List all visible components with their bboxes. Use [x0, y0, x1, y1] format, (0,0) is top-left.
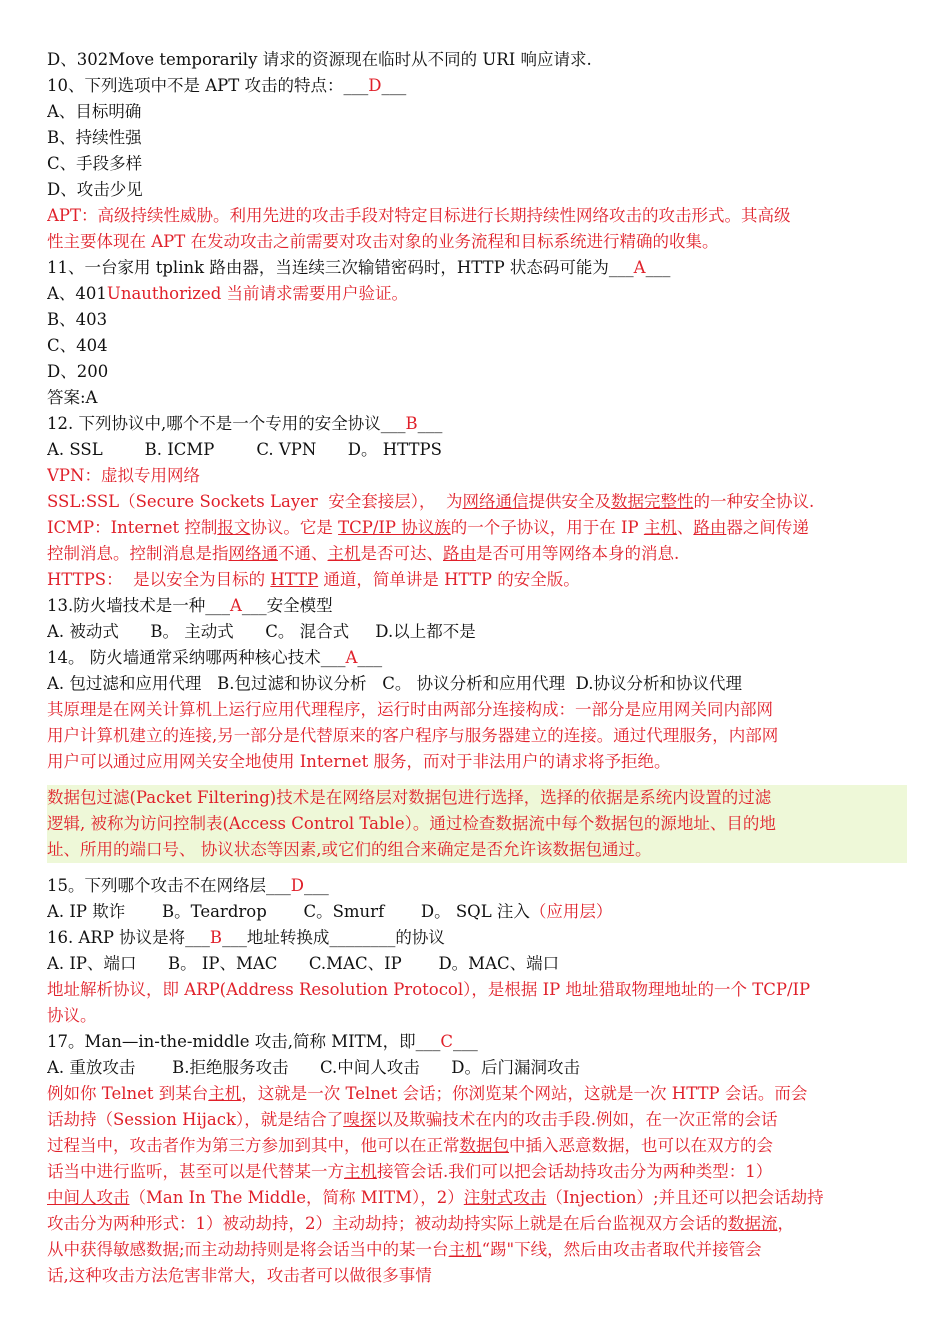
text-line — [47, 1133, 907, 1159]
text-line — [47, 951, 907, 977]
question-text: ___ — [645, 258, 671, 277]
text-line — [47, 619, 907, 645]
question-text: 12. 下列协议中,哪个不是一个专用的安全协议___ — [47, 414, 406, 433]
underlined-term: 路由 — [443, 544, 476, 563]
text-line — [47, 73, 907, 99]
underlined-term: 路由 — [693, 518, 727, 537]
annotation-text: Unauthorized 当前请求需要用户验证。 — [106, 284, 409, 303]
annotation-text: 通道，简单讲是 HTTP 的安全版。 — [318, 570, 580, 589]
annotation-text: 用户计算机建立的连接,另一部分是代替原来的客户程序与服务器建立的连接。通过代理服务，内部网 — [47, 726, 779, 745]
annotation-text: A — [633, 258, 646, 277]
underlined-term: 数据完整性 — [611, 492, 694, 511]
annotation-text: “踢"下线，然后由攻击者取代并接管会 — [481, 1240, 762, 1259]
annotation-text: 性主要体现在 APT 在发动攻击之前需要对攻击对象的业务流程和目标系统进行精确的收集。 — [47, 232, 719, 251]
annotation-text: ICMP：Internet 控制 — [47, 518, 218, 537]
underlined-term: 网络通信 — [462, 492, 529, 511]
annotation-text: 地址解析协议，即 ARP(Address Resolution Protocol），是根据 IP 地址猎取物理地址的一个 TCP/IP — [47, 980, 811, 999]
annotation-text: 接管会话.我们可以把会话劫持攻击分为两种类型：1） — [377, 1162, 773, 1181]
annotation-text: 是否可用等网络本身的消息. — [476, 544, 680, 563]
text-line — [47, 1159, 907, 1185]
underlined-term: 数据流 — [728, 1214, 778, 1233]
annotation-text: ，这就是一次 Telnet 会话；你浏览某个网站，这就是一次 HTTP 会话。而会 — [241, 1084, 808, 1103]
question-text: ___ — [452, 1032, 478, 1051]
question-text: D、攻击少见 — [47, 180, 143, 199]
annotation-text: ， — [777, 1214, 794, 1233]
annotation-text: HTTPS： 是以安全为目标的 — [47, 570, 271, 589]
text-line — [47, 515, 907, 541]
underlined-term: 主机 — [344, 1162, 377, 1181]
text-line — [47, 307, 907, 333]
question-text: ___ — [303, 876, 329, 895]
text-line — [47, 203, 907, 229]
annotation-text: D — [368, 76, 382, 95]
text-line — [47, 229, 907, 255]
underlined-term: 主机 — [208, 1084, 242, 1103]
question-text: 16. ARP 协议是将___ — [47, 928, 210, 947]
text-line — [47, 281, 907, 307]
text-line — [47, 925, 907, 951]
question-text: ___地址转换成________的协议 — [222, 928, 445, 947]
annotation-text: 不通、 — [278, 544, 328, 563]
question-text: B、403 — [47, 310, 108, 329]
annotation-text: 的一个子协议，用于在 IP — [450, 518, 644, 537]
annotation-text: 协议。它是 — [250, 518, 339, 537]
annotation-text: （应用层） — [529, 902, 613, 921]
annotation-text: 以及欺骗技术在内的攻击手段.例如，在一次正常的会话 — [376, 1110, 778, 1129]
underlined-term: HTTP — [270, 570, 319, 589]
annotation-text: 话劫持（Session Hijack），就是结合了 — [47, 1110, 344, 1129]
question-text: D、200 — [47, 362, 109, 381]
text-line — [47, 1003, 907, 1029]
text-line — [47, 151, 907, 177]
annotation-text: D — [290, 876, 304, 895]
annotation-text: 话,这种攻击方法危害非常大，攻击者可以做很多事情 — [47, 1266, 432, 1285]
underlined-term: 报文 — [217, 518, 251, 537]
question-text: 11、一台家用 tplink 路由器，当连续三次输错密码时，HTTP 状态码可能为___ — [47, 258, 634, 277]
text-line — [47, 1263, 907, 1289]
annotation-text: 是否可达、 — [360, 544, 443, 563]
text-line — [47, 385, 907, 411]
annotation-text: 器之间传递 — [726, 518, 809, 537]
question-text: A. IP 欺诈 B。Teardrop C。Smurf D。 SQL 注入 — [47, 902, 530, 921]
text-line — [47, 99, 907, 125]
annotation-text: （Man In The Middle，简称 MITM），2） — [129, 1188, 464, 1207]
question-text: 17。Man—in-the-middle 攻击,简称 MITM，即___ — [47, 1032, 441, 1051]
text-line — [47, 697, 907, 723]
annotation-text: 、 — [676, 518, 694, 537]
annotation-text: A — [345, 648, 358, 667]
question-text: B、持续性强 — [47, 128, 142, 147]
document-page — [47, 47, 907, 1289]
annotation-text: B — [209, 928, 223, 947]
underlined-term: 网络通 — [228, 544, 278, 563]
text-line — [47, 411, 907, 437]
question-text: C、404 — [47, 336, 108, 355]
annotation-text: 数据包过滤(Packet Filtering)技术是在网络层对数据包进行选择，选择的依据是系统内设置的过滤 — [47, 788, 772, 807]
question-text: 答案:A — [47, 388, 98, 407]
underlined-term: 数据包 — [459, 1136, 509, 1155]
underlined-term: 主机 — [327, 544, 361, 563]
underlined-term: 中间人攻击 — [47, 1188, 130, 1207]
text-line — [47, 1237, 907, 1263]
paragraph-gap — [47, 775, 907, 785]
text-line — [47, 567, 907, 593]
text-line — [47, 177, 907, 203]
annotation-text: C — [440, 1032, 453, 1051]
text-line — [47, 645, 907, 671]
highlighted-text-line — [47, 837, 907, 863]
question-text: A. 被动式 B。 主动式 C。 混合式 D.以上都不是 — [47, 622, 476, 641]
question-text: ___ — [417, 414, 443, 433]
annotation-text: 其原理是在网关计算机上运行应用代理程序，运行时由两部分连接构成：一部分是应用网关同内部网 — [47, 700, 773, 719]
annotation-text: 中插入恶意数据，也可以在双方的会 — [509, 1136, 773, 1155]
annotation-text: VPN：虚拟专用网络 — [47, 466, 200, 485]
annotation-text: 控制消息。控制消息是指 — [47, 544, 229, 563]
text-line — [47, 463, 907, 489]
annotation-text: SSL:SSL（Secure Sockets Layer 安全套接层）， 为 — [47, 492, 463, 511]
text-line — [47, 255, 907, 281]
text-line — [47, 333, 907, 359]
text-line — [47, 1211, 907, 1237]
underlined-term: TCP/IP 协议族 — [338, 518, 451, 537]
annotation-text: 逻辑, 被称为访问控制表(Access Control Table）。通过检查数据流中每个数据包的源地址、目的地 — [47, 814, 776, 833]
text-line — [47, 47, 907, 73]
text-line — [47, 671, 907, 697]
paragraph-gap — [47, 863, 907, 873]
question-text: ___ — [357, 648, 383, 667]
question-text: A. IP、端口 B。 IP、MAC C.MAC、IP D。MAC、端口 — [47, 954, 560, 973]
question-text: A、401 — [47, 284, 107, 303]
underlined-term: 主机 — [448, 1240, 482, 1259]
text-line — [47, 593, 907, 619]
annotation-text: 提供安全及 — [528, 492, 612, 511]
annotation-text: 的一种安全协议. — [693, 492, 815, 511]
text-line — [47, 125, 907, 151]
annotation-text: A — [230, 596, 242, 615]
annotation-text: （Injection）;并且还可以把会话劫持 — [546, 1188, 824, 1207]
text-line — [47, 1029, 907, 1055]
question-text: ___安全模型 — [241, 596, 333, 615]
text-line — [47, 749, 907, 775]
question-text: 10、下列选项中不是 APT 攻击的特点：___ — [47, 76, 369, 95]
text-line — [47, 977, 907, 1003]
text-line — [47, 899, 907, 925]
annotation-text: 协议。 — [47, 1006, 97, 1025]
question-text: A. SSL B. ICMP C. VPN D。 HTTPS — [47, 440, 442, 459]
question-text: 15。下列哪个攻击不在网络层___ — [47, 876, 291, 895]
text-line — [47, 723, 907, 749]
annotation-text: 址、所用的端口号、 协议状态等因素,或它们的组合来确定是否允许该数据包通过。 — [47, 840, 652, 859]
annotation-text: APT：高级持续性威胁。利用先进的攻击手段对特定目标进行长期持续性网络攻击的攻击形式。其高级 — [47, 206, 791, 225]
question-text: D、302Move temporarily 请求的资源现在临时从不同的 URI 响应请求. — [47, 50, 592, 69]
highlighted-text-line — [47, 811, 907, 837]
text-line — [47, 437, 907, 463]
question-text: ___ — [381, 76, 407, 95]
annotation-text: 例如你 Telnet 到某台 — [47, 1084, 209, 1103]
question-text: A. 包过滤和应用代理 B.包过滤和协议分析 C。 协议分析和应用代理 D.协议分析和协议代理 — [47, 674, 742, 693]
question-text: A、目标明确 — [47, 102, 142, 121]
underlined-term: 嗅探 — [343, 1110, 377, 1129]
annotation-text: 攻击分为两种形式：1）被动劫持，2）主动劫持；被动劫持实际上就是在后台监视双方会话的 — [47, 1214, 728, 1233]
question-text: C、手段多样 — [47, 154, 143, 173]
text-line — [47, 489, 907, 515]
highlighted-text-line — [47, 785, 907, 811]
underlined-term: 主机 — [643, 518, 677, 537]
annotation-text: B — [405, 414, 418, 433]
annotation-text: 话当中进行监听，甚至可以是代替某一方 — [47, 1162, 344, 1181]
question-text: A. 重放攻击 B.拒绝服务攻击 C.中间人攻击 D。后门漏洞攻击 — [47, 1058, 580, 1077]
text-line — [47, 873, 907, 899]
question-text: 13.防火墙技术是一种___ — [47, 596, 230, 615]
text-line — [47, 359, 907, 385]
annotation-text: 用户可以通过应用网关安全地使用 Internet 服务，而对于非法用户的请求将予拒绝。 — [47, 752, 671, 771]
text-line — [47, 1107, 907, 1133]
underlined-term: 注射式攻击 — [463, 1188, 547, 1207]
text-line — [47, 1081, 907, 1107]
text-line — [47, 1185, 907, 1211]
annotation-text: 过程当中，攻击者作为第三方参加到其中，他可以在正常 — [47, 1136, 460, 1155]
text-line — [47, 1055, 907, 1081]
question-text: 14。 防火墙通常采纳哪两种核心技术___ — [47, 648, 346, 667]
annotation-text: 从中获得敏感数据;而主动劫持则是将会话当中的某一台 — [47, 1240, 449, 1259]
text-line — [47, 541, 907, 567]
